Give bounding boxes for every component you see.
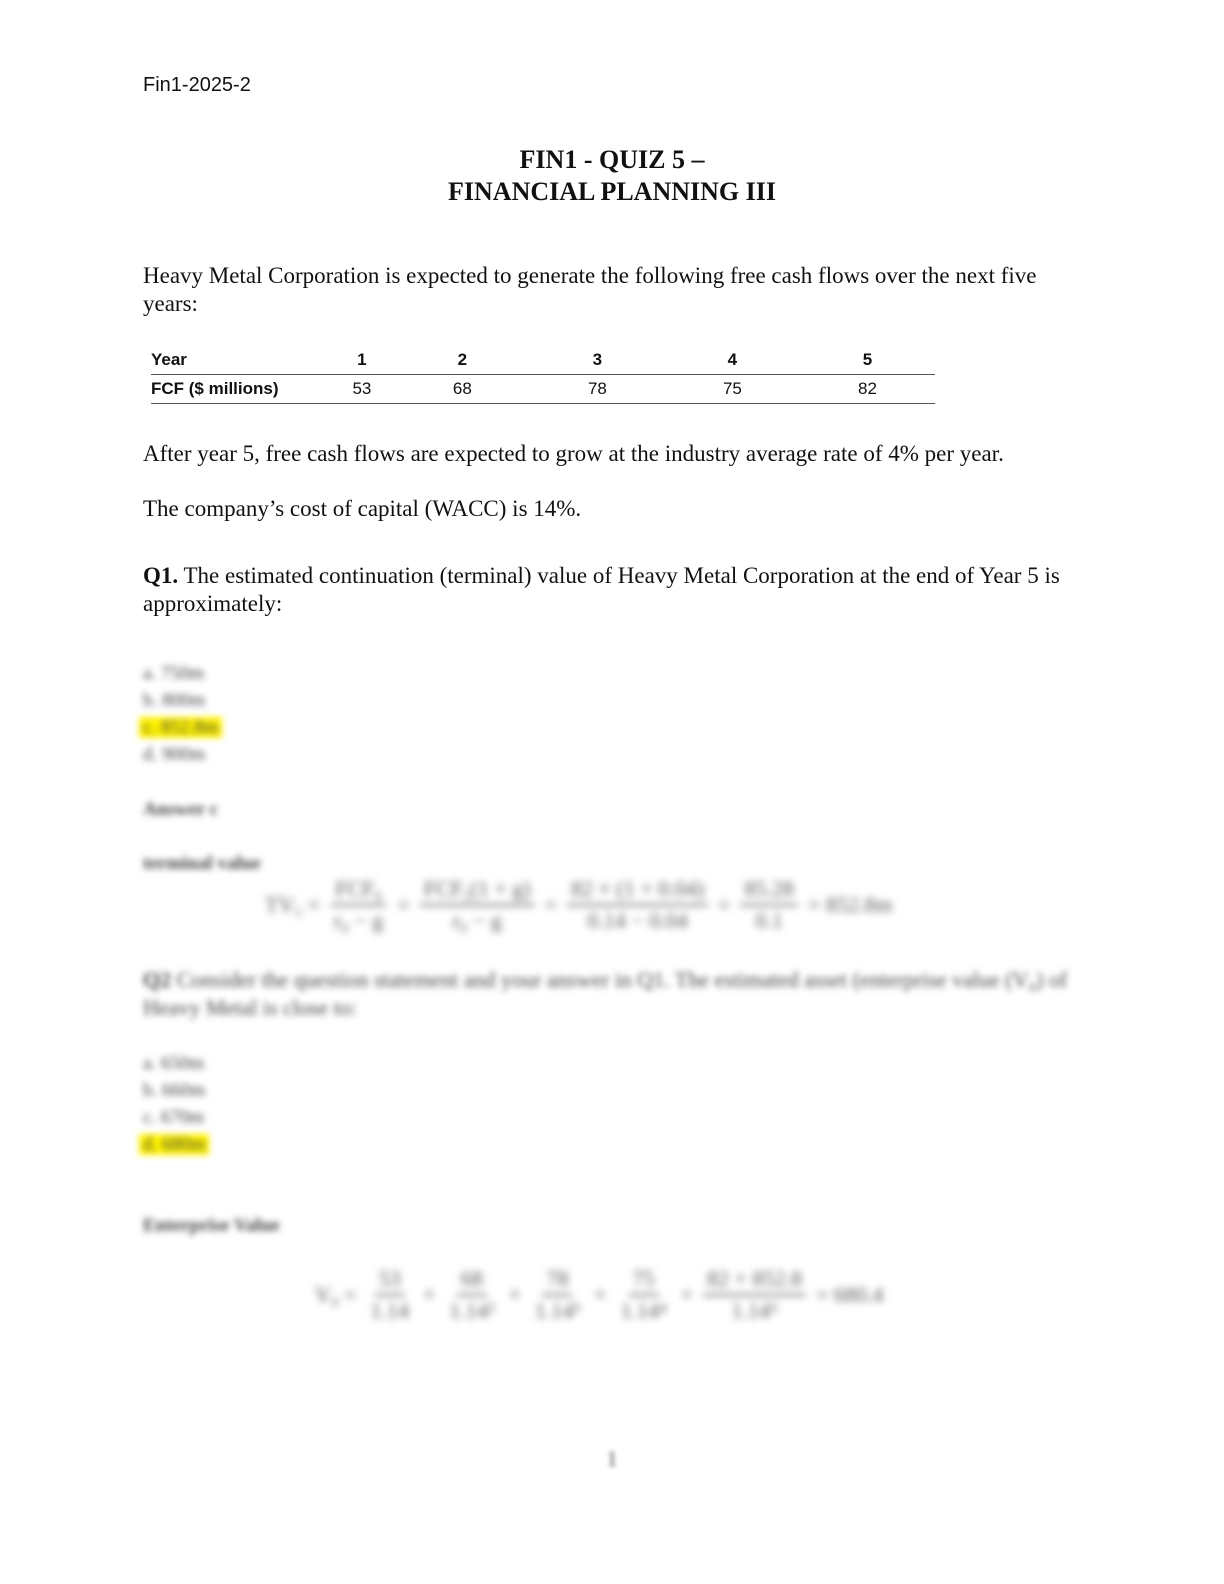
fcf-cell: 82	[858, 379, 877, 398]
table-header-row	[151, 346, 935, 375]
intro-paragraph: Heavy Metal Corporation is expected to generate the following free cash flows over the next five years:	[143, 263, 1037, 316]
q1-option: b. 800m	[143, 690, 206, 711]
fcf-cell: 53	[352, 379, 372, 398]
q2-solution-title: Enterprise Value	[143, 1215, 280, 1236]
wacc-paragraph: The company’s cost of capital (WACC) is 14%.	[143, 496, 582, 521]
terminal-value-formula	[265, 876, 892, 934]
formula-fraction	[740, 876, 798, 934]
formula-fraction	[567, 876, 708, 934]
formula-fraction	[445, 1266, 498, 1324]
q1-question	[143, 562, 1083, 616]
enterprise-value-formula	[315, 1266, 883, 1324]
formula-fraction	[703, 1266, 806, 1324]
formula-lhs: V₀ =	[315, 1282, 357, 1307]
formula-fraction	[366, 1266, 413, 1324]
fraction-denominator: 1.14	[370, 1298, 409, 1323]
fcf-label: FCF ($ millions)	[151, 379, 279, 398]
table-row	[151, 375, 935, 404]
fraction-numerator: 78	[542, 1266, 572, 1296]
q2-options	[143, 1050, 209, 1158]
q2-text: Consider the question statement and your answer in Q1. The estimated asset (enterprise value (V₀) of Heavy Metal is close to:	[143, 967, 1068, 1020]
year-cell: 2	[457, 350, 468, 369]
q1-option: d. 900m	[143, 744, 206, 765]
fraction-denominator: r₀ − g	[452, 908, 502, 933]
q1-answer: Answer c	[143, 799, 219, 820]
fraction-numerator: 82 + 852.8	[703, 1266, 806, 1296]
fcf-cell: 78	[587, 379, 607, 398]
q2-option: c. 670m	[143, 1107, 205, 1128]
fcf-table	[151, 346, 935, 404]
formula-fraction	[616, 1266, 670, 1324]
q2-question	[143, 966, 1083, 1022]
fraction-denominator: 0.1	[755, 908, 783, 933]
equals-sign: =	[544, 892, 558, 917]
q2-option: a. 650m	[143, 1053, 205, 1074]
fraction-denominator: 1.14³	[534, 1298, 581, 1323]
fraction-denominator: 1.14⁴	[620, 1298, 667, 1323]
formula-fraction	[330, 876, 387, 934]
formula-fraction	[531, 1266, 584, 1324]
fraction-numerator: 82 × (1 + 0.04)	[567, 876, 708, 906]
formula-result: = 680.4	[815, 1282, 884, 1307]
page-number: 1	[606, 1446, 618, 1471]
fcf-cell: 68	[452, 379, 472, 398]
year-cell: 3	[592, 350, 603, 369]
q2-label: Q2	[143, 967, 172, 992]
q1-solution-title: terminal value	[143, 853, 261, 874]
year-cell: 4	[727, 350, 738, 369]
formula-result: = 852.8m	[807, 892, 893, 917]
q1-option: a. 750m	[143, 663, 205, 684]
year-label: Year	[151, 350, 187, 369]
fraction-numerator: 75	[629, 1266, 659, 1296]
course-code: Fin1-2025-2	[143, 74, 251, 96]
fraction-denominator: r₀ − g	[333, 908, 384, 933]
page-title	[0, 144, 1224, 208]
title-line-1: FIN1 - QUIZ 5 –	[519, 145, 705, 174]
equals-sign: =	[397, 892, 410, 917]
plus-sign: +	[508, 1282, 521, 1307]
fcf-cell: 75	[722, 379, 742, 398]
year-cell: 1	[357, 350, 367, 369]
growth-paragraph: After year 5, free cash flows are expected to grow at the industry average rate of 4% per year.	[143, 441, 1004, 466]
year-cell: 5	[862, 350, 873, 369]
formula-fraction	[420, 876, 535, 934]
plus-sign: +	[680, 1282, 694, 1307]
fraction-numerator: 68	[457, 1266, 487, 1296]
plus-sign: +	[422, 1282, 436, 1307]
fraction-denominator: 1.14⁵	[731, 1298, 778, 1323]
q2-option: b. 660m	[143, 1080, 206, 1101]
fraction-numerator: 53	[375, 1266, 405, 1296]
fraction-denominator: 1.14²	[449, 1298, 495, 1323]
formula-lhs: TV₅ =	[265, 892, 320, 917]
fraction-numerator: FCF₆	[331, 876, 386, 906]
q1-label: Q1.	[143, 563, 179, 588]
plus-sign: +	[594, 1282, 607, 1307]
title-line-2: FINANCIAL PLANNING III	[448, 177, 776, 206]
equals-sign: =	[718, 892, 731, 917]
q1-text: The estimated continuation (terminal) value of Heavy Metal Corporation at the end of Year 5 is approximately:	[143, 563, 1060, 616]
q1-options	[143, 660, 222, 768]
fraction-denominator: 0.14 − 0.04	[587, 908, 688, 933]
fraction-numerator: FCF₅(1 + g)	[420, 876, 535, 906]
q2-option-highlighted: d. 680m	[139, 1134, 209, 1155]
q1-option-highlighted: c. 852.8m	[139, 717, 222, 738]
fraction-numerator: 85.28	[740, 876, 798, 906]
